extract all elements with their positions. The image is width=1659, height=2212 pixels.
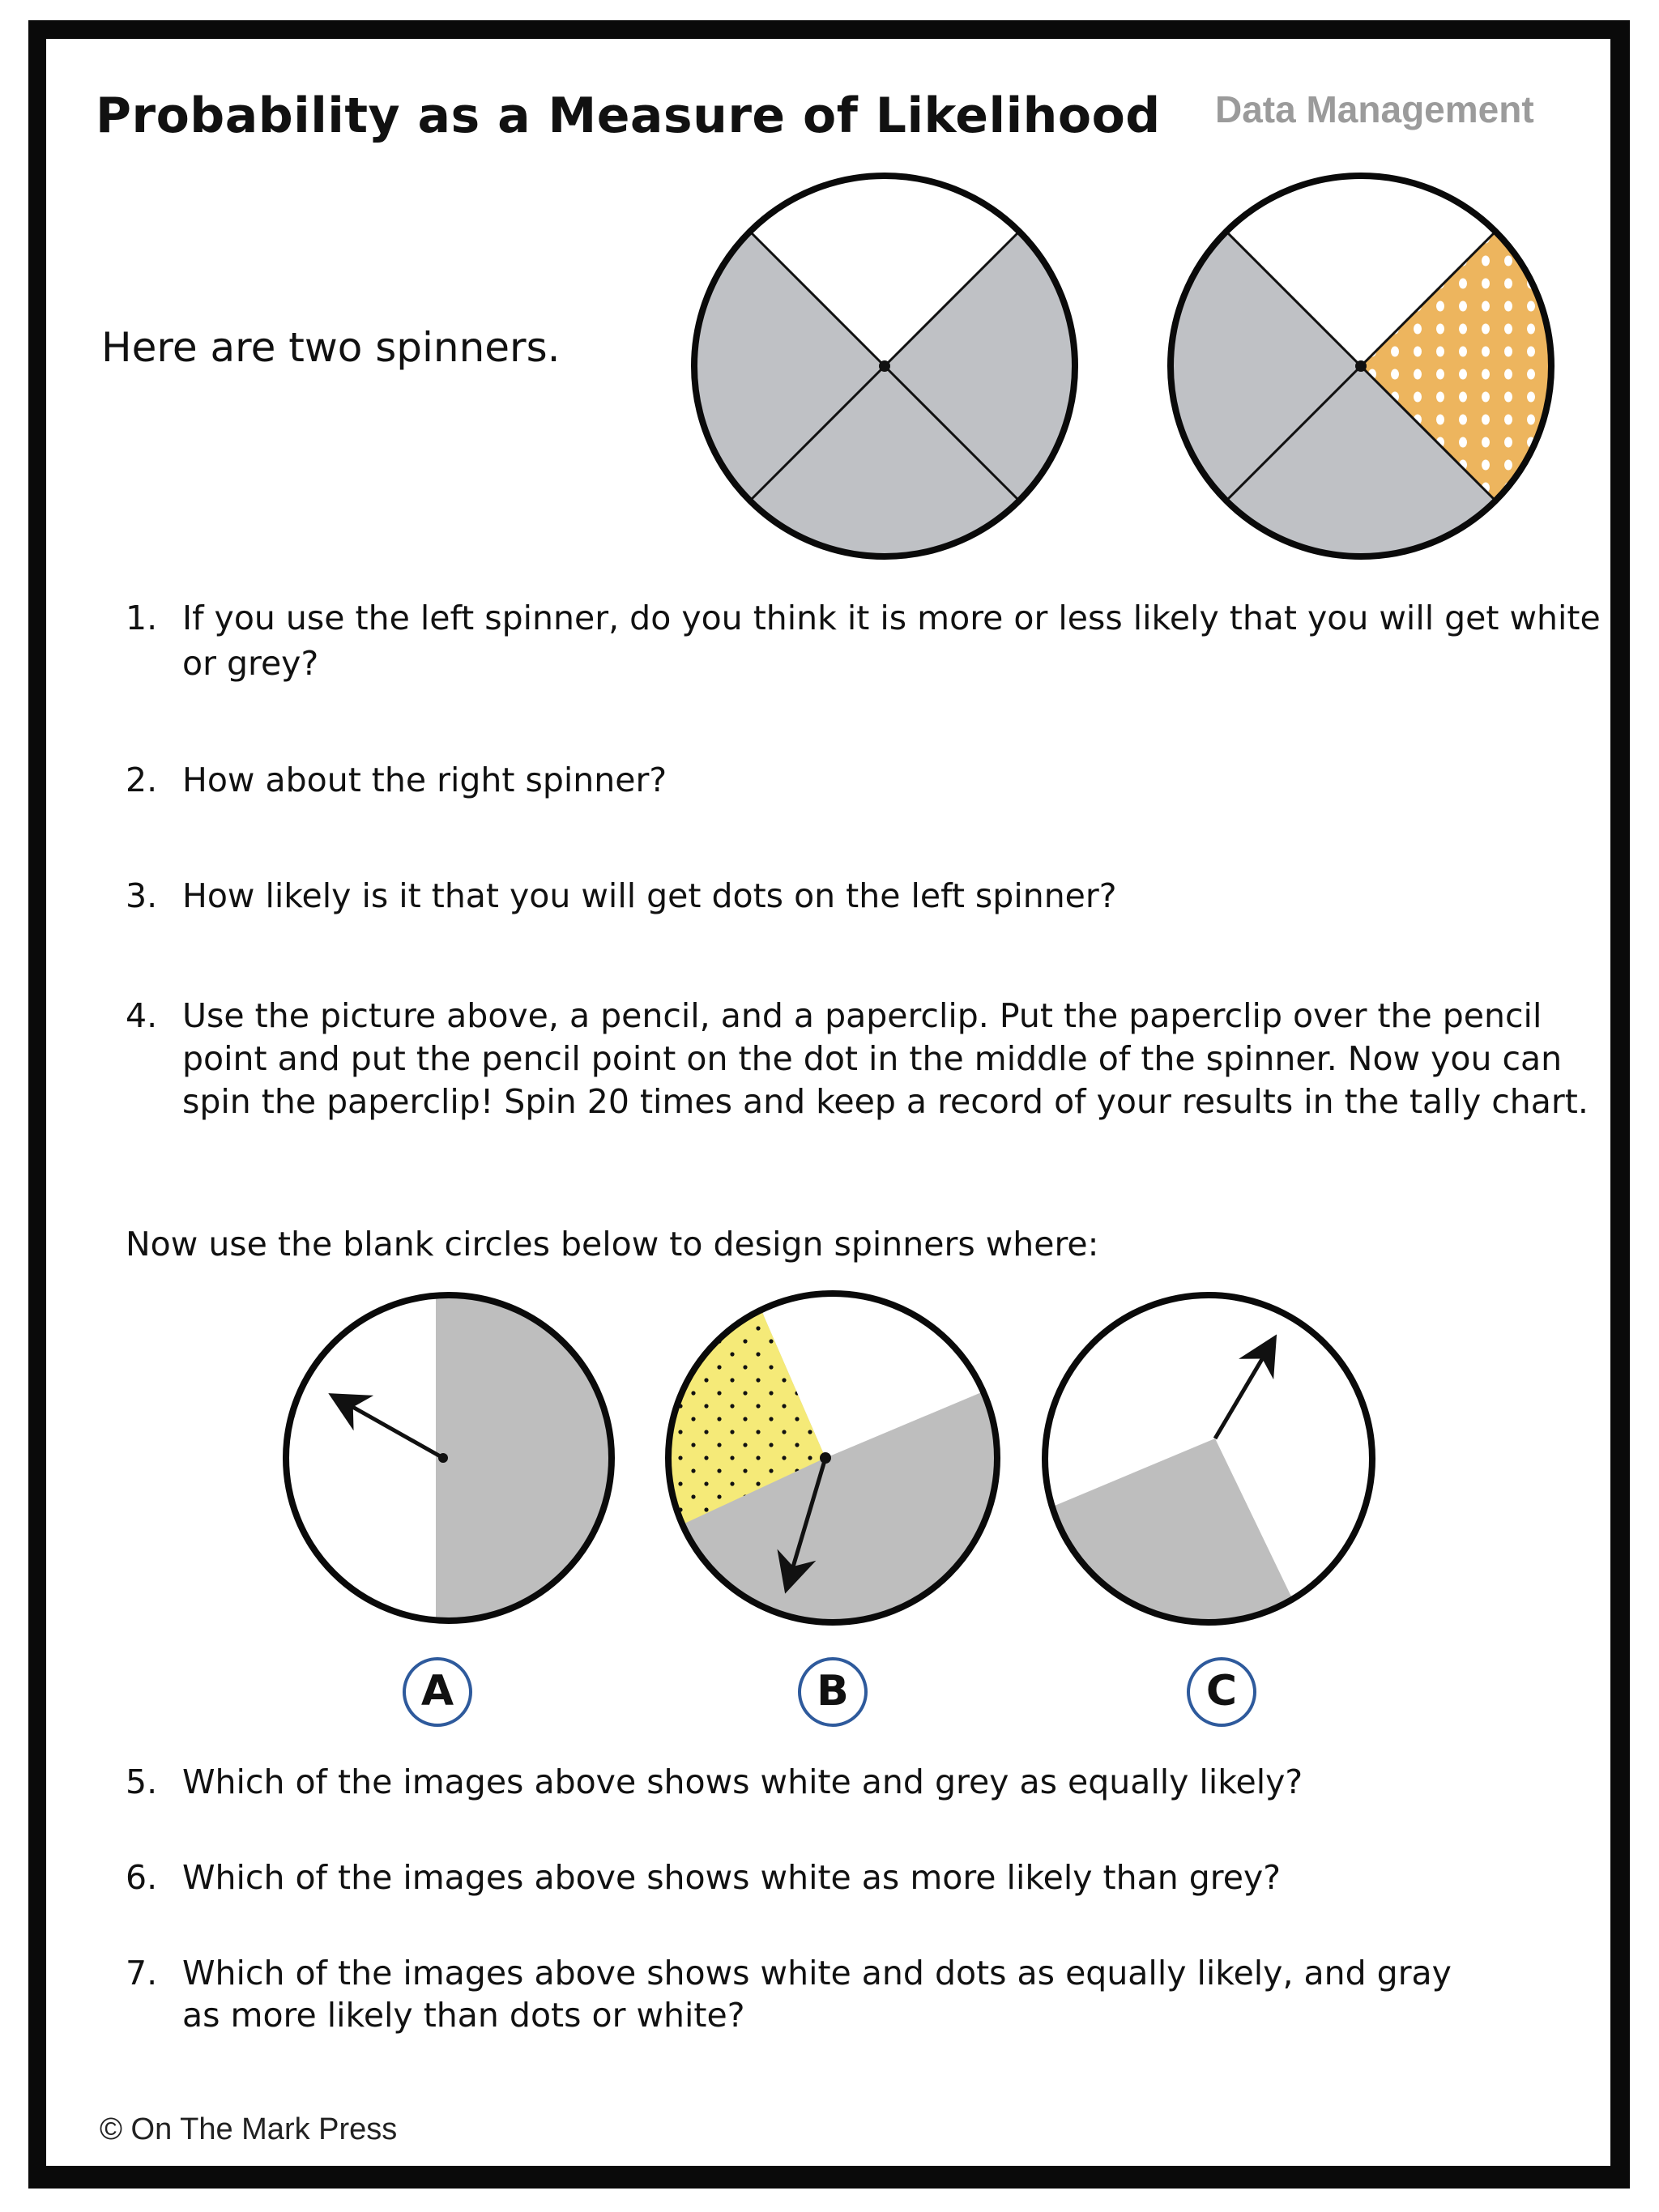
spinner-a [286, 1288, 622, 1628]
intro-text: Here are two spinners. [101, 324, 561, 371]
question-text: How about the right spinner? [182, 761, 667, 799]
question-number: 3. [126, 876, 158, 915]
question-text: Which of the images above shows white and dots as equally likely, and gray as more likely than dots or white? [182, 1954, 1452, 2035]
spinner-b [632, 1231, 1045, 1628]
question-text: If you use the left spinner, do you think it is more or less likely that you will get white or grey? [182, 599, 1601, 683]
spinner-center-dot [879, 360, 890, 372]
question-number: 2. [126, 761, 158, 799]
question-number: 7. [126, 1954, 158, 1993]
question-number: 1. [126, 599, 158, 637]
copyright-footer: © On The Mark Press [100, 2112, 398, 2146]
spinner-center-dot [1355, 360, 1367, 372]
question-number: 5. [126, 1762, 158, 1801]
subject-label: Data Management [1215, 88, 1534, 130]
question-text: Which of the images above shows white and grey as equally likely? [182, 1762, 1303, 1801]
spinner-c [1004, 1295, 1372, 1644]
arrow-icon [1215, 1341, 1273, 1438]
arrow-icon [335, 1397, 443, 1458]
right-spinner [1165, 170, 1563, 567]
question-number: 4. [126, 996, 158, 1035]
label-b-letter: B [817, 1666, 849, 1715]
question-text: Which of the images above shows white as more likely than grey? [182, 1858, 1281, 1897]
label-c-letter: C [1205, 1666, 1238, 1715]
design-instruction: Now use the blank circles below to design spinners where: [126, 1225, 1099, 1264]
page-title: Probability as a Measure of Likelihood [96, 87, 1161, 144]
left-spinner [689, 170, 1085, 567]
question-number: 6. [126, 1858, 158, 1897]
question-text: Use the picture above, a pencil, and a paperclip. Put the paperclip over the pencil point and put the pencil point on the dot in the middle of the spinner. Now you can spin the paperclip! Spin 20 times and keep a record of your results in the tally chart. [182, 996, 1589, 1121]
question-text: How likely is it that you will get dots on the left spinner? [182, 876, 1117, 915]
label-a-letter: A [420, 1666, 454, 1715]
